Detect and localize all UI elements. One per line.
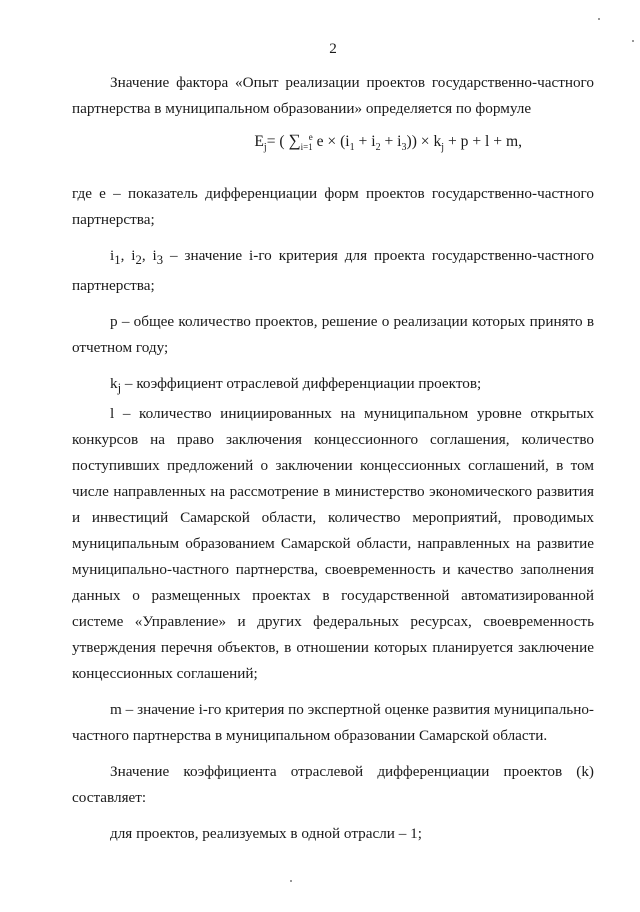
formula-ej: $E_j=$ ( ∑ e i=1 $e \times (i_1 + i_2 + i_3)) \times k_j + p + l + m$, bbox=[72, 128, 594, 161]
paragraph-factor-definition: Значение фактора «Опыт реализации проектов государственно-частного партнерства в муниципальном образовании» определяется по формуле bbox=[72, 74, 594, 117]
scan-speck bbox=[598, 18, 600, 20]
page-number: 2 bbox=[329, 40, 337, 57]
summation-limits: e i=1 bbox=[300, 132, 313, 153]
definition-l: l – количество инициированных на муниципальном уровне открытых конкурсов на право заключения концессионного соглашения, количество поступивших предложений о заключении концессионных соглашений, в том числе направленных на рассмотрение в министерство экономического развития и инвестиций Самарской области, количество мероприятий, проводимых муниципальным образованием Самарской области, направленных на развитие муниципально-частного партнерства, своевременность и качество заполнения данных о размещенных проектах в государственной автоматизированной системе «Управление» и других федеральных ресурсах, своевременность утверждения перечня объектов, в отношении которых планируется заключение концессионных соглашений; bbox=[72, 405, 594, 683]
definition-m: m – значение i-го критерия по экспертной оценке развития муниципально-частного партнерства в муниципальном образовании Самарской области. bbox=[72, 701, 594, 745]
paragraph-coefficient: Значение коэффициента отраслевой дифференциации проектов (k) составляет: bbox=[72, 763, 594, 807]
scan-speck bbox=[632, 40, 634, 42]
definition-i: $i_1$, $i_2$, $i_3$ – значение i-го критерия для проекта государственно-частного партнерства; bbox=[72, 247, 594, 295]
scan-speck bbox=[290, 880, 292, 882]
definition-p: р – общее количество проектов, решение о реализации которых принято в отчетном году; bbox=[72, 313, 594, 357]
summation-sign: ∑ bbox=[288, 131, 301, 150]
definition-k: $k_j$ – коэффициент отраслевой дифференциации проектов; bbox=[110, 375, 482, 396]
definition-e: где е – показатель дифференциации форм проектов государственно-частного партнерства; bbox=[72, 185, 594, 229]
paragraph-one-branch: для проектов, реализуемых в одной отрасли – 1; bbox=[110, 825, 422, 843]
